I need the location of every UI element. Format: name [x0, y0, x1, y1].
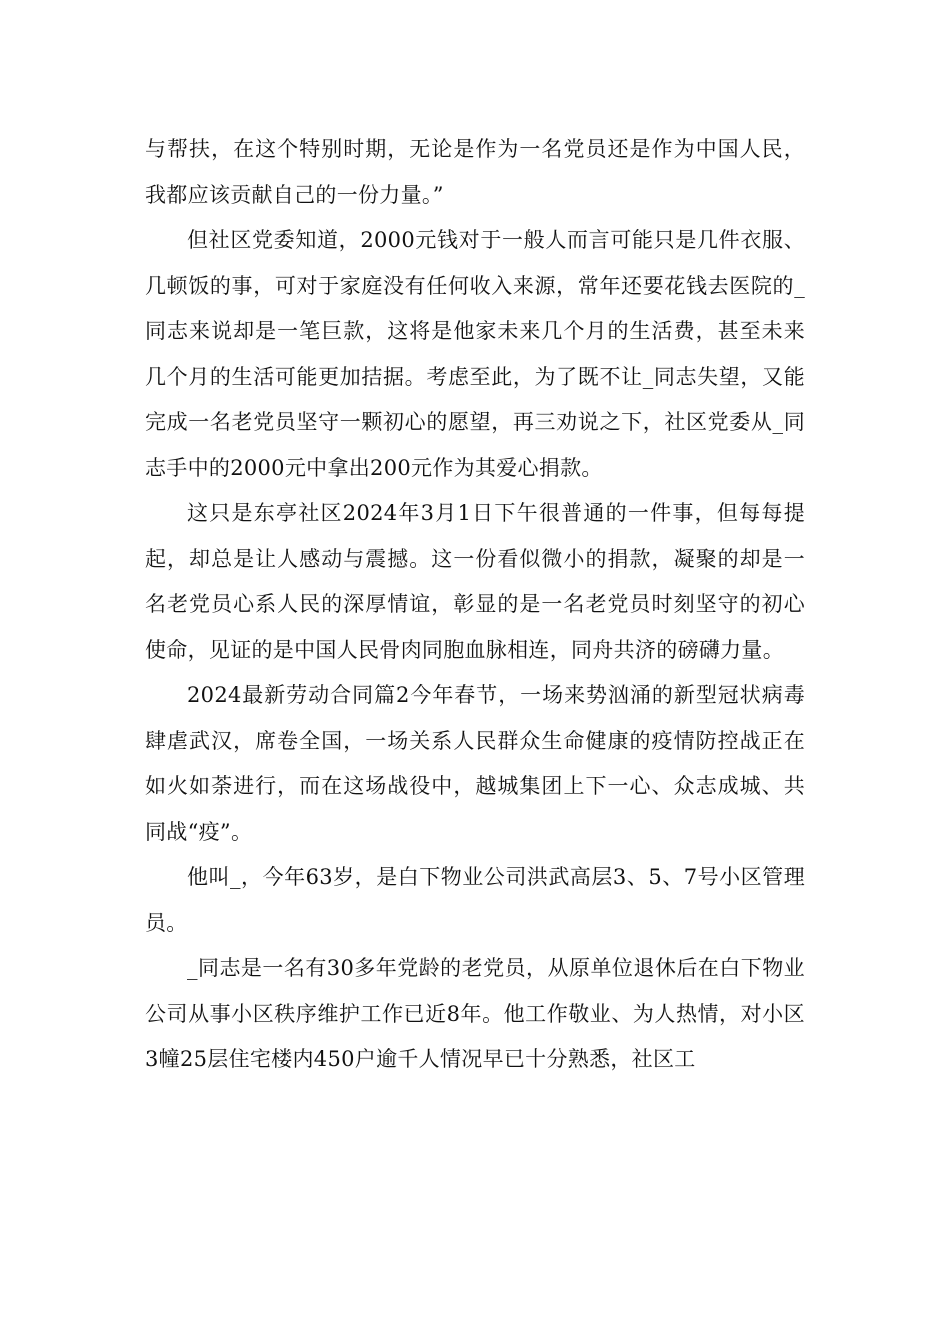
paragraph-party-member: _同志是一名有30多年党龄的老党员，从原单位退休后在白下物业公司从事小区秩序维护工作已近8年。他工作敬业、为人热情，对小区3幢25层住宅楼内450户逾千人情况早已十分熟悉，社区工 [145, 956, 805, 1071]
document-body [145, 127, 805, 1083]
paragraph-donglting-event: 这只是东亭社区2024年3月1日下午很普通的一件事，但每每提起，却总是让人感动与震撼。这一份看似微小的捐款，凝聚的却是一名老党员心系人民的深厚情谊，彰显的是一名老党员时刻坚守的初心使命，见证的是中国人民骨肉同胞血脉相连，同舟共济的磅礴力量。 [145, 501, 805, 662]
paragraph-epidemic: 2024最新劳动合同篇2今年春节，一场来势汹涌的新型冠状病毒肆虐武汉，席卷全国，一场关系人民群众生命健康的疫情防控战正在如火如荼进行，而在这场战役中，越城集团上下一心、众志成城、共同战“疫”。 [145, 683, 805, 844]
paragraph-continuation: 与帮扶，在这个特别时期，无论是作为一名党员还是作为中国人民，我都应该贡献自己的一份力量。” [145, 137, 805, 207]
paragraph-introduction: 他叫_，今年63岁，是白下物业公司洪武高层3、5、7号小区管理员。 [145, 865, 805, 935]
paragraph-community-committee: 但社区党委知道，2000元钱对于一般人而言可能只是几件衣服、几顿饭的事，可对于家庭没有任何收入来源，常年还要花钱去医院的_同志来说却是一笔巨款，这将是他家未来几个月的生活费，甚至未来几个月的生活可能更加拮据。考虑至此，为了既不让_同志失望，又能完成一名老党员坚守一颗初心的愿望，再三劝说之下，社区党委从_同志手中的2000元中拿出200元作为其爱心捐款。 [145, 228, 805, 480]
